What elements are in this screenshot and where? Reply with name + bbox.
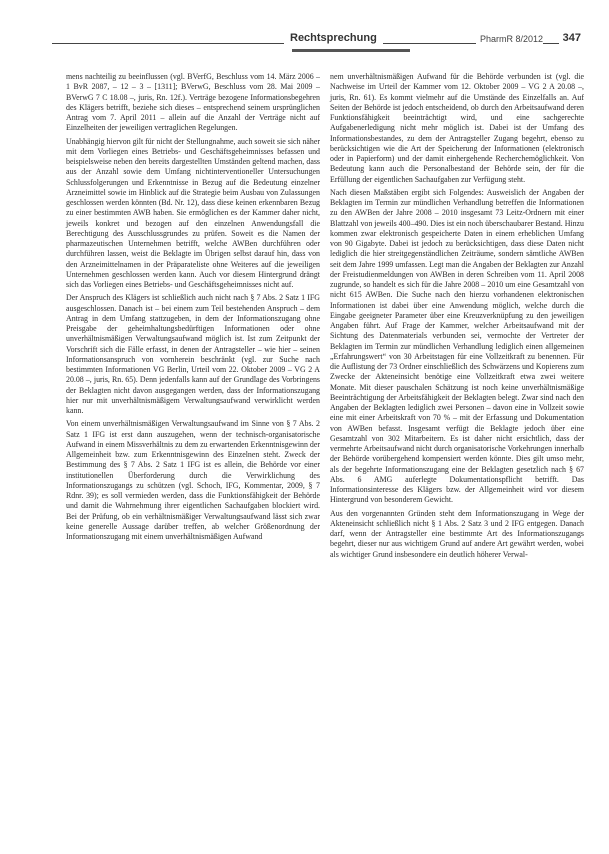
paragraph: Von einem unverhältnismäßigen Verwaltungsaufwand im Sinne von § 7 Abs. 2 Satz 1 IFG ist erst dann auszugehen, wenn der technisch-organisatorische Aufwand in einem Missverhältnis zu dem zu erwartenden Erkenntnisgewinn der Allgemeinheit bzw. zum Erkenntnisgewinn des Einzelnen steht. Zweck der Bestimmung des § 7 Abs. 2 Satz 1 IFG ist es allein, die Behörde vor einer institutionellen Überforderung durch die Verwirklichung des Informationszugangs zu schützen (vgl. Schoch, IFG, Kommentar, 2009, § 7 Rdnr. 39); es soll vermieden werden, dass die Funktionsfähigkeit der Behörde und damit die Wahrnehmung ihrer eigentlichen Sachaufgaben blockiert wird. Bei der Prüfung, ob ein verhältnismäßiger Verwaltungsaufwand lässt sich zwar keine generelle Aussage darüber treffen, ab welcher Größenordnung der Informationszugang mit einem unverhältnismäßigen Aufwand [66, 419, 320, 541]
paragraph: Der Anspruch des Klägers ist schließlich auch nicht nach § 7 Abs. 2 Satz 1 IFG ausgeschlossen. Danach ist – bei einem zum Teil bestehenden Anspruch – dem Antrag in dem Umfang stattzugeben, in dem der Informationszugang ohne Preisgabe der geheimhaltungsbedürftigen Informationen oder ohne unverhältnismäßigen Verwaltungsaufwand möglich ist. Ist zum Zeitpunkt der Vorschrift sich die Fälle erfasst, in denen der Antragsteller – wie hier – seinen Informationsanspruch von vornherein beschränkt (vgl. zur Suche nach bestimmten Informationen VG Berlin, Urteil vom 22. Oktober 2009 – VG 2 A 20.08 –, juris, Rn. 65). Denn jedenfalls kann auf der Grundlage des Vorbringens der Beklagten nicht davon ausgegangen werden, dass der Informationszugang hier nur mit unverhältnismäßigem Verwaltungsaufwand verwirklicht werden kann. [66, 293, 320, 415]
paragraph: Unabhängig hiervon gilt für nicht der Stellungnahme, auch soweit sie sich näher mit dem Vorliegen eines Betriebs- und Geschäftsgeheimnisses befassen und beispielsweise neben den bereits dargestellten Umständen geltend machen, dass aus der Anzahl sowie dem Umfang nichtinterventioneller Untersuchungen Schlussfolgerungen und Erkenntnisse in Bezug auf die Bedeutung einzelner Arzneimittel sowie im Hinblick auf die Strategie beim Ausbau von Zulassungen geschlossen werden könnten (Bd. Nr. 12), dass diese keinen erkennbaren Bezug zu einer bestimmten AWB haben. Sie ermöglichen es der Kammer daher nicht, jeweils konkret und bezogen auf den einzelnen Anwendungsfall die Berechtigung des Ausschlussgrundes zu prüfen. Soweit es die Namen der pharmazeutischen Unternehmen betrifft, welche AWBen durchführen oder durchführen lassen, weist die Beklagte im Übrigen selbst darauf hin, dass von den Arzneimittelnamen in der Präparateliste ohne Weiteres auf die jeweiligen Unternehmen geschlossen werden kann. Auch vor diesem Hintergrund drängt sich das Vorliegen eines Betriebs- und Geschäftsgeheimnisses nicht auf. [66, 136, 320, 289]
right-column [330, 72, 584, 560]
paragraph: Aus den vorgenannten Gründen steht dem Informationszugang in Wege der Akteneinsicht schließlich nicht § 1 Abs. 2 Satz 3 und 2 IFG entgegen. Danach darf, wenn der Antragsteller eine bestimmte Art des Informationszugangs begehrt, dieser nur aus wichtigem Grund auf andere Art gewährt werden, wobei als wichtiger Grund insbesondere ein deutlich höherer Verwal- [330, 508, 584, 559]
journal-issue: PharmR 8/2012 [476, 34, 543, 44]
page-header [52, 30, 581, 60]
section-underline [292, 49, 410, 52]
page-number: 347 [559, 32, 581, 44]
section-title: Rechtsprechung [284, 32, 383, 44]
left-column [66, 72, 320, 542]
paragraph: Nach diesen Maßstäben ergibt sich Folgendes: Ausweislich der Angaben der Beklagten im Termin zur mündlichen Verhandlung betreffen die Informationen zu den AWBen der Jahre 2008 – 2010 insgesamt 73 Leitz-Ordnern mit einer Blattzahl von jeweils 400–490. Dies ist ein noch überschaubarer Bestand. Hinzu kommen zwar elektronisch gespeicherte Daten in einem erheblichen Umfang von 90 Gigabyte. Dabei ist jedoch zu berücksichtigen, dass diese Daten nicht lediglich die hier streitgegenständlichen Zeiträume, sondern sämtliche AWBen seit dem Jahre 1999 umfassen. Legt man die Angaben der Beklagten zur Anzahl der Freistudienmeldungen von AWBen in deren Schreiben vom 11. April 2008 zugrunde, so handelt es sich für die Jahre 2008 – 2010 um eine Gesamtzahl von nicht 615 AWBen. Die Suche nach den hierzu vorhandenen elektronischen Informationen ist dabei über eine Anwendung möglich, welche durch die Eingabe geeigneter Parameter über eine Kreuzverknüpfung zu den jeweiligen Angaben führt. Auf Frage der Kammer, welcher Arbeitsaufwand mit der Sichtung des Datenmaterials verbunden sei, vermochte der Vertreter der Beklagten im Termin zur mündlichen Verhandlung lediglich einen allgemeinen „Erfahrungswert“ von 30 Arbeitstagen für eine Vollzeitkraft zu benennen. Für die Auflistung der 73 Ordner einschließlich des Schwärzens und Kopierens zum Zwecke der Akteneinsicht benötige eine Vollzeitkraft etwa zwei weitere Monate. Mit dieser pauschalen Schätzung ist noch keine unverhältnismäßige Beeinträchtigung der Arbeitsfähigkeit der Beklagten belegt. Zwar sind nach den Angaben der Beklagten lediglich zwei Personen – davon eine in Vollzeit sowie eine mit einer Arbeitskraft von 70 % – mit der Erfassung und Dokumentation von AWBen befasst. Insgesamt verfügt die Beklagte jedoch über eine Gesamtzahl von 302 Mitarbeitern. Es ist daher nicht ersichtlich, dass der vermehrte Arbeitsaufwand nicht durch organisatorische Vorkehrungen innerhalb der Behörde vorübergehend kompensiert werden könnte. Dies gilt umso mehr, als der begehrte Informationszugang eine der Beklagten gesetzlich nach § 67 Abs. 6 AMG auferlegte Dokumentationspflicht betrifft. Das Informationsinteresse des Klägers bzw. der Allgemeinheit wird vor diesem Hintergrund von besonderem Gewicht. [330, 187, 584, 505]
paragraph: nem unverhältnismäßigen Aufwand für die Behörde verbunden ist (vgl. die Nachweise im Urteil der Kammer vom 12. Oktober 2009 – VG 2 A 20.08 –, juris, Rn. 61). Es kommt vielmehr auf die Umstände des Einzelfalls an. Auf Seiten der Behörde ist jedoch entscheidend, ob durch den Arbeitsaufwand deren Funktionsfähigkeit beeinträchtigt wird, und eine sachgerechte Aufgabenerledigung nicht mehr möglich ist. Dabei ist der Umfang des Informationsbestandes, zu dem der Antragsteller Zugang begehrt, ebenso zu berücksichtigen wie die Art der Speicherung der Informationen (elektronisch oder in Papierform) und der damit einhergehende Recherchemöglichkeit. Von Bedeutung kann auch die Personalbestand der Behörde sein, der für die Erfüllung der eigentlichen Sachaufgaben zur Verfügung steht. [330, 72, 584, 184]
paragraph: mens nachteilig zu beeinflussen (vgl. BVerfG, Beschluss vom 14. März 2006 – 1 BvR 2087, – 12 – 3 – [1311]; BVerwG, Beschluss vom 28. Mai 2009 – BVerwG 7 C 18.08 –, juris, Rn. 12f.). Verträge bezogene Informationsbegehren des Klägers betrifft, beziehe sich dieses – entsprechend seinem ursprünglichen Antrag vom 7. April 2011 – allein auf die Anzahl der Verträge nicht auf Einzelheiten der jeweiligen vertraglichen Regelungen. [66, 72, 320, 133]
